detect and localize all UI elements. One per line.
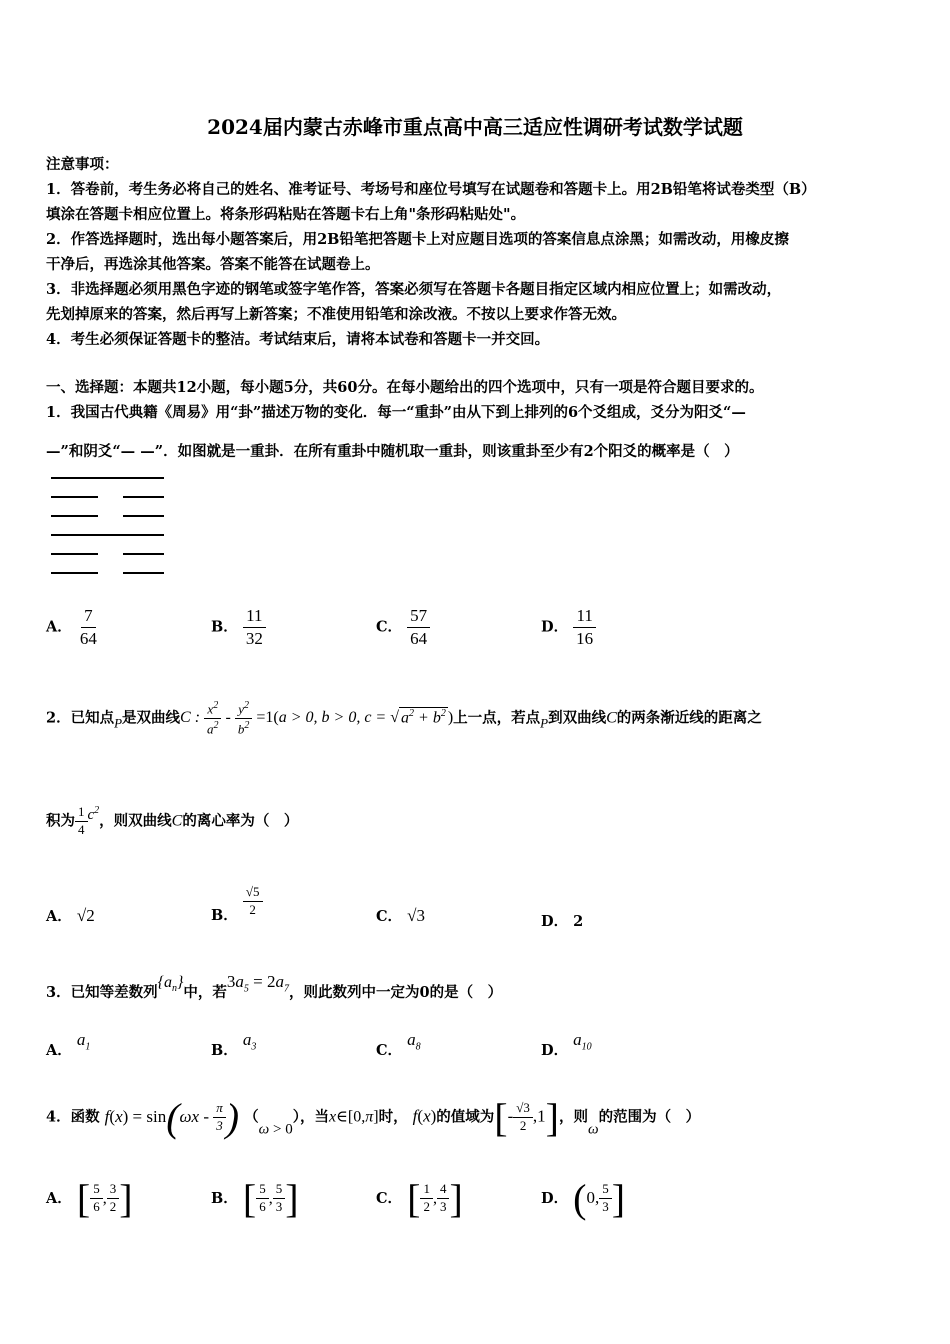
q1-option-c[interactable] bbox=[376, 606, 430, 648]
option-label: B． bbox=[211, 1042, 238, 1059]
q2-text: 到双曲线 bbox=[548, 709, 607, 727]
q2-text: 上一点，若点 bbox=[453, 709, 541, 727]
option-label: A． bbox=[46, 1190, 72, 1207]
x-interval: x∈[0,π] bbox=[328, 1108, 379, 1126]
q1-stem-line1: 1．我国古代典籍《周易》用“卦”描述万物的变化．每一“重卦”由从下到上排列的6个爻组成，爻分为阳爻“— bbox=[46, 404, 746, 421]
option-label: C． bbox=[376, 1190, 403, 1207]
option-label: B． bbox=[211, 618, 238, 636]
option-label: A． bbox=[46, 618, 72, 636]
q4-option-a[interactable]: A． [ $\frac{5}{6}$ , $\frac{3}{2}$ ] bbox=[46, 1176, 133, 1221]
numerator: 5 bbox=[599, 1182, 612, 1199]
numerator: √3 bbox=[513, 1101, 533, 1118]
q2-text: ，则双曲线 bbox=[99, 812, 172, 830]
q3-option-a[interactable] bbox=[46, 1030, 90, 1060]
fraction bbox=[213, 1101, 226, 1134]
denominator: 6 bbox=[259, 1199, 266, 1214]
numerator: 11 bbox=[573, 606, 595, 628]
denominator: 2 bbox=[249, 901, 256, 917]
q3-option-b[interactable] bbox=[211, 1030, 256, 1060]
subscript: 10 bbox=[581, 1041, 592, 1053]
fraction bbox=[599, 1182, 612, 1215]
fraction bbox=[273, 1182, 286, 1215]
numerator: 57 bbox=[407, 606, 430, 628]
option-label: C． bbox=[376, 618, 403, 636]
fraction bbox=[420, 1182, 433, 1215]
numerator: 5 bbox=[256, 1182, 269, 1199]
fraction bbox=[437, 1182, 450, 1215]
q4-text: 4．函数 bbox=[46, 1108, 100, 1126]
notice-line: 先划掉原来的答案，然后再写上新答案；不准使用铅笔和涂改液。不按以上要求作答无效。 bbox=[46, 306, 626, 323]
denominator: $b^2$ bbox=[237, 720, 250, 737]
numerator: 5 bbox=[90, 1182, 103, 1199]
yin-line-left bbox=[51, 496, 98, 498]
hyperbola-equation: C : $\frac{x^2}{a^2}$ - $\frac{y^2}{b^2}$ =1(a > 0, b > 0, c = √ $a^2 + b^2$ ) bbox=[180, 700, 454, 737]
fraction bbox=[243, 885, 263, 918]
fraction bbox=[243, 606, 266, 648]
denominator: 64 bbox=[79, 628, 97, 648]
denominator: 64 bbox=[410, 628, 428, 648]
q4-text: 时， bbox=[378, 1108, 408, 1126]
option-value: $a_{10}$ bbox=[573, 1030, 592, 1053]
notice-line: 1．答卷前，考生务必将自己的姓名、准考证号、考场号和座位号填写在试题卷和答题卡上。用2B铅笔将试卷类型（B） bbox=[46, 181, 816, 198]
numerator: 11 bbox=[243, 606, 265, 628]
subscript: 3 bbox=[251, 1041, 257, 1053]
function-f: f(x) bbox=[412, 1106, 437, 1126]
q1-option-a[interactable] bbox=[46, 606, 100, 648]
fraction bbox=[256, 1182, 269, 1215]
q3-text: 3．已知等差数列 bbox=[46, 984, 158, 1001]
q4-text: ），当 bbox=[292, 1108, 329, 1126]
option-value: √3 bbox=[407, 906, 425, 925]
notice-heading: 注意事项： bbox=[46, 156, 119, 173]
fraction bbox=[407, 606, 430, 648]
q4-option-d[interactable]: D． (0, $\frac{5}{3}$ ] bbox=[541, 1176, 626, 1221]
denominator: $a^2$ bbox=[207, 720, 219, 737]
denominator: 3 bbox=[216, 1118, 223, 1134]
numerator: 5 bbox=[273, 1182, 286, 1199]
denominator: 2 bbox=[109, 1199, 117, 1214]
q3-option-d[interactable] bbox=[541, 1030, 592, 1060]
q4-text: ，则 bbox=[559, 1108, 588, 1126]
option-label: D． bbox=[541, 618, 569, 636]
fraction bbox=[204, 700, 222, 738]
option-value: $a_3$ bbox=[242, 1030, 257, 1053]
function-definition: f(x) = sin(ωx - $\frac{\pi}{3}$ ) bbox=[104, 1095, 240, 1141]
denominator: 2 bbox=[519, 1118, 527, 1133]
denominator: 2 bbox=[423, 1199, 430, 1214]
option-value: √2 bbox=[76, 906, 95, 925]
option-label: A． bbox=[46, 1042, 72, 1059]
q4-option-c[interactable]: C． [ $\frac{1}{2}$ , $\frac{4}{3}$ ] bbox=[376, 1176, 463, 1221]
q2-text: 积为 bbox=[46, 812, 75, 830]
yin-line-right bbox=[123, 553, 164, 555]
fraction bbox=[513, 1101, 533, 1134]
subscript: 1 bbox=[85, 1041, 91, 1053]
numerator: $x^2$ bbox=[204, 700, 221, 719]
notice-line: 3．非选择题必须用黑色字迹的钢笔或签字笔作答，答案必须写在答题卡各题目指定区域内相应位置上；如需改动， bbox=[46, 281, 782, 298]
notice-line: 2．作答选择题时，选出每小题答案后，用2B铅笔把答题卡上对应题目选项的答案信息点涂黑；如需改动，用橡皮擦 bbox=[46, 231, 789, 248]
notice-line: 干净后，再选涂其他答案。答案不能答在试题卷上。 bbox=[46, 256, 380, 273]
option-label: B． bbox=[211, 906, 238, 924]
fraction bbox=[77, 606, 100, 648]
q4-option-b[interactable]: B． [ $\frac{5}{6}$ , $\frac{5}{3}$ ] bbox=[211, 1176, 299, 1221]
fraction bbox=[107, 1182, 120, 1215]
option-label: D． bbox=[541, 1190, 569, 1207]
option-value: $a_8$ bbox=[407, 1030, 421, 1053]
q4-text: （ bbox=[244, 1108, 259, 1126]
q2-text: 的两条渐近线的距离之 bbox=[616, 709, 762, 727]
point-p: P bbox=[114, 715, 123, 731]
denominator: 3 bbox=[439, 1199, 447, 1214]
q1-option-d[interactable] bbox=[541, 606, 596, 648]
q1-option-b[interactable] bbox=[211, 606, 266, 648]
subscript: 8 bbox=[415, 1041, 421, 1053]
omega: ω bbox=[588, 1121, 599, 1138]
fraction bbox=[573, 606, 596, 648]
option-label: D． bbox=[541, 913, 569, 930]
option-label: B． bbox=[211, 1190, 238, 1207]
yin-line-left bbox=[51, 572, 98, 574]
option-value: 2 bbox=[573, 913, 584, 930]
numerator: √5 bbox=[243, 885, 263, 902]
numerator: 3 bbox=[107, 1182, 120, 1199]
numerator: 7 bbox=[81, 606, 96, 628]
q3-option-c[interactable] bbox=[376, 1030, 421, 1060]
point-p: P bbox=[540, 715, 549, 731]
q3-text: 中，若 bbox=[183, 984, 227, 1001]
curve-c: C bbox=[606, 709, 617, 727]
numerator: 1 bbox=[75, 805, 88, 822]
section-heading: 一、选择题：本题共12小题，每小题5分，共60分。在每小题给出的四个选项中，只有一项是符合题目要求的。 bbox=[46, 379, 764, 396]
sequence-an: $\{a_n\}$ bbox=[157, 974, 184, 995]
denominator: 3 bbox=[275, 1199, 283, 1214]
numerator: 4 bbox=[437, 1182, 450, 1199]
yang-line bbox=[51, 534, 164, 536]
q2-option-d[interactable] bbox=[541, 910, 583, 931]
page-title: 2024届内蒙古赤峰市重点高中高三适应性调研考试数学试题 bbox=[207, 115, 743, 139]
option-label: D． bbox=[541, 1042, 569, 1059]
option-value: $a_1$ bbox=[76, 1030, 91, 1053]
q2-stem-line1 bbox=[46, 700, 762, 738]
denominator: 32 bbox=[245, 628, 263, 648]
q3-stem bbox=[46, 972, 502, 1002]
condition-expression: $3a_5 = 2a_7$ bbox=[226, 972, 289, 995]
notice-line: 填涂在答题卡相应位置上。将条形码粘贴在答题卡右上角"条形码粘贴处"。 bbox=[46, 206, 526, 223]
numerator: 1 bbox=[420, 1182, 433, 1199]
yin-line-left bbox=[51, 515, 98, 517]
q4-text: 的范围为（ ） bbox=[598, 1108, 701, 1126]
curve-c: C bbox=[171, 812, 183, 830]
numerator: π bbox=[213, 1101, 226, 1118]
q4-stem: 4．函数 f(x) = sin(ωx - $\frac{\pi}{3}$ ) （ω > 0），当x∈[0,π]时， f(x)的值域为[- $\frac{√3}{2}$ ,1]，则ω的范围为（ ） bbox=[46, 1095, 701, 1141]
denominator: 6 bbox=[93, 1199, 100, 1214]
fraction bbox=[235, 700, 253, 738]
yin-line-right bbox=[123, 496, 164, 498]
option-label: C． bbox=[376, 1042, 403, 1059]
q1-stem-line2: —”和阴爻“— —”．如图就是一重卦．在所有重卦中随机取一重卦，则该重卦至少有2个阳爻的概率是（ ） bbox=[46, 443, 739, 460]
yang-line bbox=[51, 477, 164, 479]
yin-line-right bbox=[123, 572, 164, 574]
denominator: 3 bbox=[602, 1199, 609, 1214]
option-label: C． bbox=[376, 908, 403, 925]
fraction bbox=[75, 805, 88, 838]
q4-text: 的值域为 bbox=[436, 1108, 495, 1126]
option-label: A． bbox=[46, 908, 72, 925]
q2-stem-line2: 积为 $\frac{1}{4}$ $c^2$，则双曲线C的离心率为（ ） bbox=[46, 804, 299, 837]
fraction bbox=[90, 1182, 103, 1215]
q2-option-c[interactable] bbox=[376, 905, 425, 926]
q2-text: 2．已知点 bbox=[46, 709, 115, 727]
denominator: 4 bbox=[78, 821, 85, 837]
omega-condition: ω > 0 bbox=[258, 1121, 293, 1138]
q3-text: ，则此数列中一定为0的是（ ） bbox=[289, 984, 503, 1001]
q2-text: 是双曲线 bbox=[122, 709, 181, 727]
q2-option-b[interactable] bbox=[211, 885, 263, 925]
numerator: $y^2$ bbox=[235, 700, 252, 719]
notice-line: 4．考生必须保证答题卡的整洁。考试结束后，请将本试卷和答题卡一并交回。 bbox=[46, 331, 550, 348]
q2-option-a[interactable] bbox=[46, 905, 95, 926]
q2-text: 的离心率为（ ） bbox=[182, 812, 299, 830]
yin-line-left bbox=[51, 553, 98, 555]
denominator: 16 bbox=[576, 628, 594, 648]
yin-line-right bbox=[123, 515, 164, 517]
